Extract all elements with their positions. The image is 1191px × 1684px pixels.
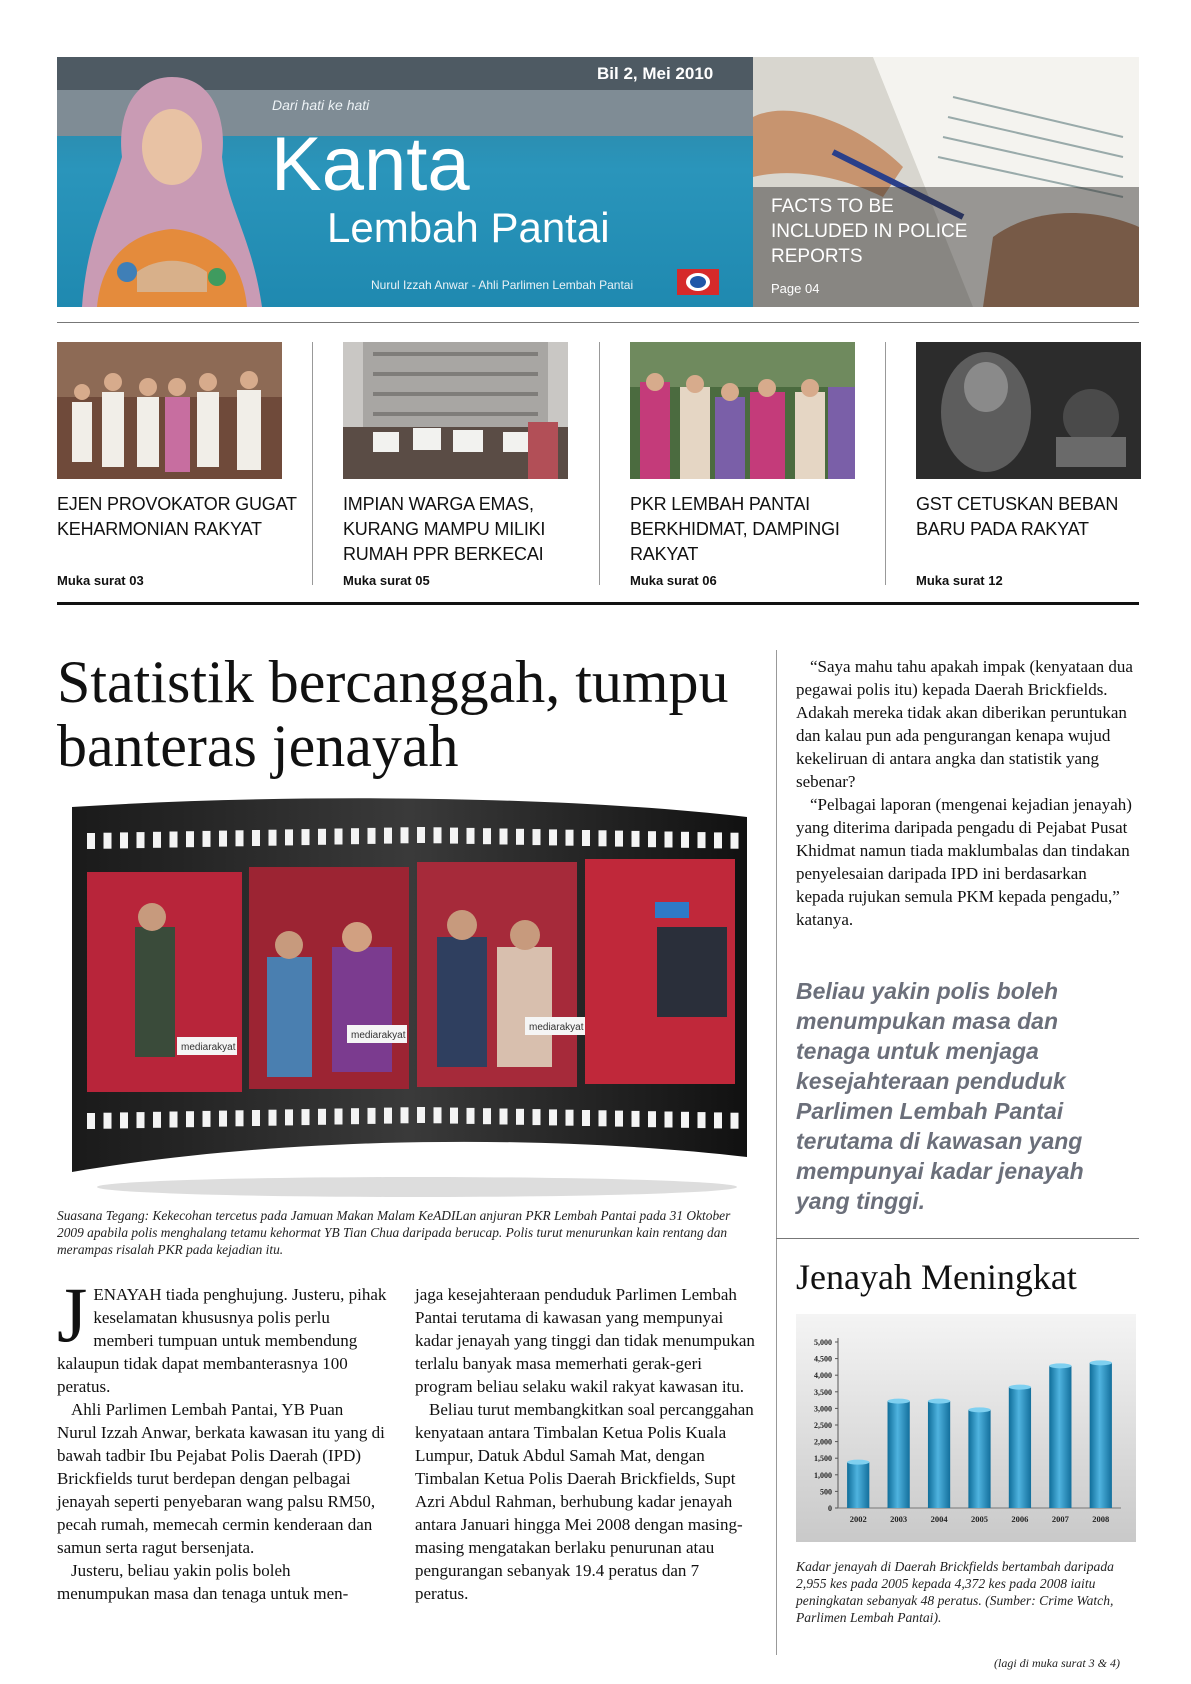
column3-paragraph-2: “Pelbagai laporan (mengenai kejadian jenayah) yang diterima daripada pengadu di Pejabat Pusat Khidmat namun tiada maklumbalas dan tindakan penyelesaian daripada IPD ini berdasarkan kepada rujukan semula PKM kepada pengadu,” katanya.: [796, 795, 1132, 929]
bar-cap: [847, 1460, 869, 1465]
teaser-image-3[interactable]: [630, 342, 855, 479]
column2-paragraph-1: jaga kesejahteraan penduduk Parlimen Lembah Pantai terutama di kawasan yang mempunyai kadar jenayah yang tinggi dan tidak menumpukan terlalu banyak masa memerhati gerak-geri program beliau selaku wakil rakyat kawasan itu.: [415, 1285, 755, 1396]
teaser-image-1[interactable]: [57, 342, 282, 479]
film-hole: [599, 830, 607, 846]
film-hole: [351, 1108, 359, 1124]
film-hole: [285, 829, 293, 845]
film-hole: [335, 1109, 343, 1125]
masthead: [57, 57, 753, 307]
film-hole: [533, 829, 541, 845]
y-tick-label: 1,000: [814, 1470, 832, 1480]
film-hole: [170, 832, 178, 848]
film-hole: [318, 829, 326, 845]
film-hole: [516, 829, 524, 845]
teaser-page-4[interactable]: Muka surat 12: [916, 573, 1003, 588]
column1-paragraph-1: ENAYAH tiada penghujung. Justeru, pihak keselamatan khususnya polis perlu memberi tumpuan untuk membendung kalaupun tidak dapat membanterasnya 100 peratus.: [57, 1285, 387, 1396]
y-tick-label: 5,000: [814, 1338, 832, 1347]
film-hole: [302, 1109, 310, 1125]
film-hole: [120, 1112, 128, 1128]
film-hole: [269, 1110, 277, 1126]
bar-cap: [928, 1399, 950, 1404]
film-hole: [104, 1113, 112, 1129]
film-hole: [203, 1111, 211, 1127]
teaser-title-1[interactable]: EJEN PROVOKATOR GUGAT KEHARMONIAN RAKYAT: [57, 494, 297, 539]
film-hole: [483, 1108, 491, 1124]
column1-paragraph-2: Ahli Parlimen Lembah Pantai, YB Puan Nurul Izzah Anwar, berkata kawasan itu yang di bawah tadbir Ibu Pejabat Polis Daerah (IPD) Brickfields turut berdepan dengan pelbagai jenayah seperti penyebaran wang palsu RM50, pecah rumah, memecah cermin kenderaan dan samun serta ragut bersenjata.: [57, 1400, 385, 1557]
film-hole: [153, 832, 161, 848]
film-hole: [681, 832, 689, 848]
bar-2003: [888, 1401, 910, 1508]
x-tick-label: 2002: [849, 1514, 867, 1524]
film-hole: [615, 831, 623, 847]
film-hole: [648, 831, 656, 847]
film-hole: [615, 1111, 623, 1127]
film-hole: [467, 1108, 475, 1124]
teaser-title-3[interactable]: PKR LEMBAH PANTAI BERKHIDMAT, DAMPINGI RAKYAT: [630, 494, 840, 564]
film-hole: [236, 830, 244, 846]
bar-cap: [1049, 1363, 1071, 1368]
film-hole: [566, 830, 574, 846]
film-hole: [219, 831, 227, 847]
film-hole: [368, 1108, 376, 1124]
continued-note: (lagi di muka surat 3 & 4): [994, 1656, 1120, 1670]
column-separator: [776, 650, 777, 1655]
film-hole: [434, 1107, 442, 1123]
teaser-page-3[interactable]: Muka surat 06: [630, 573, 717, 588]
portrait-image: [77, 57, 267, 307]
film-hole: [533, 1109, 541, 1125]
y-tick-label: 500: [820, 1487, 832, 1497]
writing-hand-image: [753, 57, 1139, 307]
article-column-1: [57, 1271, 387, 1605]
chart-divider: [776, 1238, 1139, 1239]
teaser-title-4[interactable]: GST CETUSKAN BEBAN BARU PADA RAKYAT: [916, 494, 1119, 539]
column3-paragraph-1: “Saya mahu tahu apakah impak (kenyataan dua pegawai polis itu) kepada Daerah Brickfields. Adakah mereka tidak akan diberikan peruntukan dan kalau pun ada pengurangan kenapa wujud kekeliruan di antara angka dan statistik yang sebenar?: [796, 657, 1133, 791]
masthead-subtitle: Lembah Pantai: [327, 204, 610, 251]
y-tick-label: 3,500: [814, 1387, 832, 1397]
film-hole: [549, 1109, 557, 1125]
film-hole: [219, 1111, 227, 1127]
film-hole: [252, 830, 260, 846]
film-hole: [434, 827, 442, 843]
x-tick-label: 2003: [890, 1514, 908, 1524]
film-hole: [582, 1110, 590, 1126]
film-hole: [302, 829, 310, 845]
film-hole: [335, 829, 343, 845]
film-hole: [582, 830, 590, 846]
film-hole: [186, 1111, 194, 1127]
article-headline: Statistik bercanggah, tumpu banteras jenayah: [57, 649, 729, 779]
film-hole: [698, 1112, 706, 1128]
bar-2005: [968, 1410, 990, 1508]
film-hole: [714, 1112, 722, 1128]
bar-cap: [968, 1407, 990, 1412]
column2-paragraph-2: Beliau turut membangkitkan soal percanggahan kenyataan antara Timbalan Ketua Polis Kuala Lumpur, Datuk Abdul Samah Mat, dengan Timbalan Ketua Polis Daerah Brickfields, Supt Azri Abdul Rahman, berhubung kadar jenayah antara Januari hingga Mei 2008 dengan masing-masing mengatakan berlaku penurunan atau pengurangan sebanyak 19.4 peratus dan 7 peratus.: [415, 1400, 754, 1603]
bar-2008: [1090, 1363, 1112, 1508]
teaser-image-4[interactable]: [916, 342, 1141, 479]
film-hole: [731, 833, 739, 849]
film-hole: [450, 1108, 458, 1124]
feature-photo: [753, 57, 1139, 307]
teaser-page-2[interactable]: Muka surat 05: [343, 573, 430, 588]
y-tick-label: 4,500: [814, 1354, 832, 1364]
film-hole: [269, 830, 277, 846]
film-hole: [368, 828, 376, 844]
film-brand-3: mediarakyat: [529, 1022, 584, 1033]
x-tick-label: 2004: [930, 1514, 948, 1524]
film-hole: [417, 827, 425, 843]
photo-caption: Suasana Tegang: Kekecohan tercetus pada Jamuan Makan Malam KeADILan anjuran PKR Lembah Pantai pada 31 Oktober 2009 apabila polis menghalang tetamu kehormat YB Tian Chua daripada berucap. Polis turut menurunkan kain rentang dan merampas risalah PKR pada kejadian itu.: [57, 1208, 731, 1257]
y-tick-label: 2,000: [814, 1437, 832, 1447]
teaser-separator: [599, 342, 600, 585]
y-tick-label: 3,000: [814, 1404, 832, 1414]
film-hole: [450, 828, 458, 844]
film-hole: [632, 1111, 640, 1127]
dropcap: J: [57, 1271, 88, 1358]
film-hole: [648, 1111, 656, 1127]
masthead-title: Kanta: [271, 122, 470, 207]
film-hole: [186, 831, 194, 847]
film-hole: [549, 829, 557, 845]
film-hole: [87, 833, 95, 849]
film-hole: [632, 831, 640, 847]
pull-quote: Beliau yakin polis boleh menumpukan masa dan tenaga untuk menjaga kesejahteraan penduduk Parlimen Lembah Pantai terutama di kawasan yang mempunyai kadar jenayah yang tinggi.: [796, 978, 1084, 1214]
column1-paragraph-3: Justeru, beliau yakin polis boleh menumpukan masa dan tenaga untuk men-: [57, 1561, 349, 1603]
film-hole: [714, 832, 722, 848]
bar-cap: [888, 1399, 910, 1404]
film-hole: [417, 1107, 425, 1123]
divider: [57, 322, 1139, 323]
bar-2006: [1009, 1387, 1031, 1508]
film-hole: [483, 828, 491, 844]
x-tick-label: 2008: [1092, 1514, 1110, 1524]
film-hole: [500, 829, 508, 845]
film-hole: [698, 832, 706, 848]
chart-title: Jenayah Meningkat: [796, 1257, 1077, 1297]
film-hole: [137, 1112, 145, 1128]
film-hole: [401, 827, 409, 843]
teaser-title-2[interactable]: IMPIAN WARGA EMAS, KURANG MAMPU MILIKI RUMAH PPR BERKECAI: [343, 494, 546, 564]
article-column-3: [796, 655, 1136, 931]
film-hole: [384, 1108, 392, 1124]
film-hole: [285, 1109, 293, 1125]
teaser-separator: [312, 342, 313, 585]
film-hole: [516, 1109, 524, 1125]
film-hole: [318, 1109, 326, 1125]
film-hole: [681, 1112, 689, 1128]
feature-page-link[interactable]: Page 04: [771, 281, 820, 296]
film-hole: [104, 833, 112, 849]
y-tick-label: 2,500: [814, 1421, 832, 1430]
film-hole: [236, 1110, 244, 1126]
crime-bar-chart: [796, 1314, 1136, 1542]
y-tick-label: 4,000: [814, 1371, 832, 1381]
filmstrip-photo: [57, 787, 760, 1198]
bar-cap: [1009, 1385, 1031, 1390]
section-divider: [57, 602, 1139, 605]
feature-title[interactable]: FACTS TO BE INCLUDED IN POLICE REPORTS: [771, 196, 968, 267]
film-hole: [566, 1110, 574, 1126]
x-tick-label: 2007: [1051, 1514, 1069, 1524]
bar-2007: [1049, 1366, 1071, 1508]
film-brand-2: mediarakyat: [351, 1030, 406, 1041]
film-hole: [170, 1112, 178, 1128]
issue-number: Bil 2, Mei 2010: [597, 64, 714, 83]
masthead-mp-line: Nurul Izzah Anwar - Ahli Parlimen Lembah Pantai: [371, 278, 634, 292]
film-hole: [87, 1113, 95, 1129]
teaser-image-2[interactable]: [343, 342, 568, 479]
bar-2004: [928, 1401, 950, 1508]
film-hole: [401, 1107, 409, 1123]
y-tick-label: 0: [828, 1504, 832, 1513]
film-hole: [599, 1110, 607, 1126]
film-hole: [137, 832, 145, 848]
film-hole: [120, 832, 128, 848]
y-tick-label: 1,500: [814, 1454, 832, 1464]
bar-cap: [1090, 1360, 1112, 1365]
teaser-page-1[interactable]: Muka surat 03: [57, 573, 144, 588]
film-hole: [665, 832, 673, 848]
film-hole: [384, 828, 392, 844]
bar-2002: [847, 1462, 869, 1508]
film-hole: [500, 1109, 508, 1125]
article-column-2: [415, 1283, 755, 1605]
film-hole: [203, 831, 211, 847]
masthead-tagline: Dari hati ke hati: [272, 97, 370, 113]
party-logo-icon: [677, 269, 719, 295]
x-tick-label: 2005: [971, 1514, 988, 1524]
film-hole: [351, 828, 359, 844]
teaser-separator: [885, 342, 886, 585]
x-tick-label: 2006: [1011, 1514, 1029, 1524]
chart-caption: Kadar jenayah di Daerah Brickfields bertambah daripada 2,955 kes pada 2005 kepada 4,372 kes pada 2008 iaitu peningkatan sebanyak 48 peratus. (Sumber: Crime Watch, Parlimen Lembah Pantai).: [796, 1559, 1114, 1625]
film-hole: [153, 1112, 161, 1128]
film-hole: [731, 1113, 739, 1129]
film-hole: [467, 828, 475, 844]
film-brand-1: mediarakyat: [181, 1042, 236, 1053]
film-hole: [252, 1110, 260, 1126]
film-hole: [665, 1112, 673, 1128]
